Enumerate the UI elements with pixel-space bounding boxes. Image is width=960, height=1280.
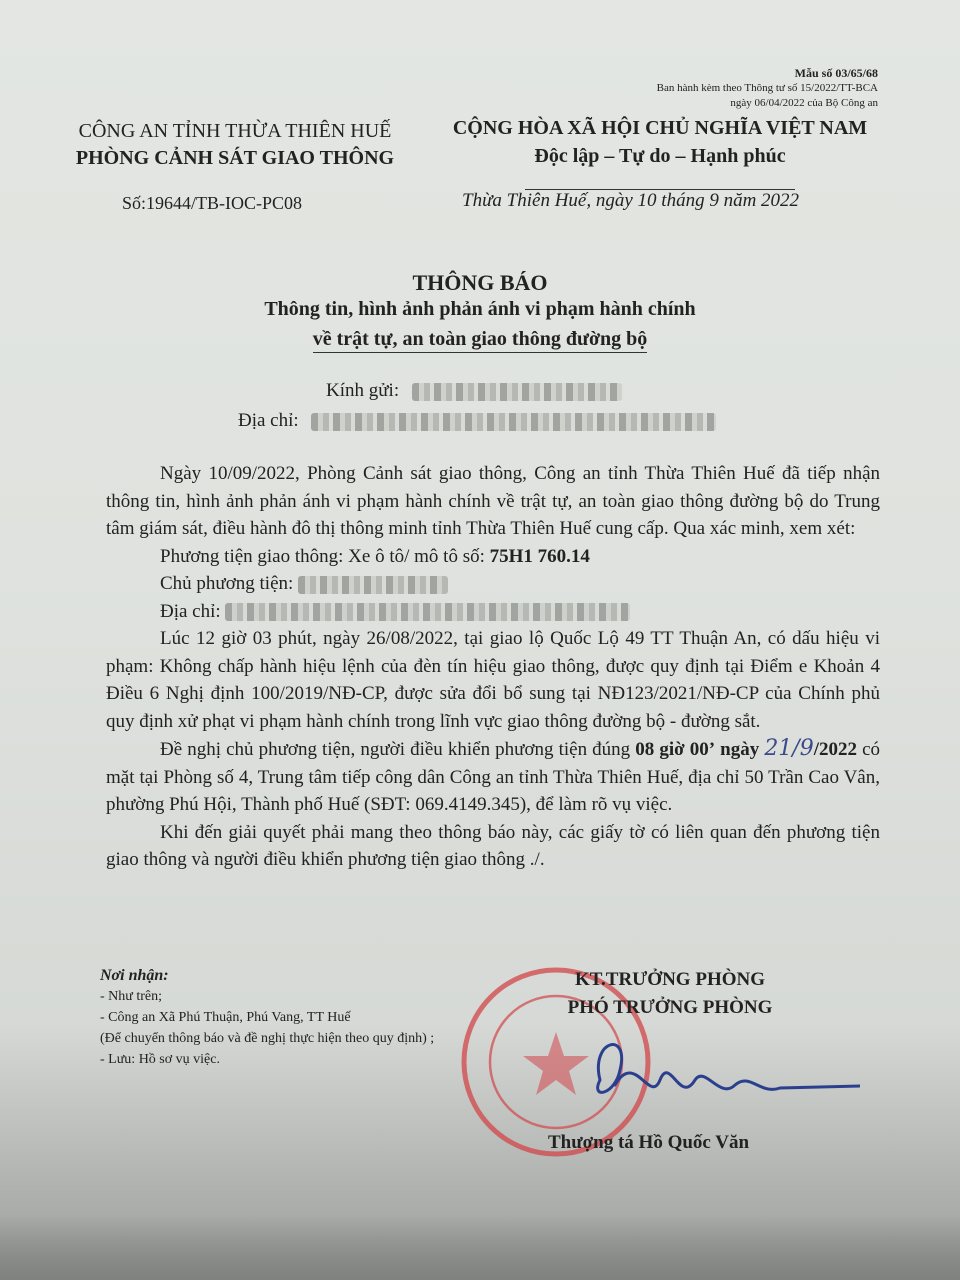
vehicle-label: Phương tiện giao thông: Xe ô tô/ mô tô số:	[160, 545, 490, 567]
photo-shadow	[0, 1215, 960, 1280]
form-issued-2: ngày 06/04/2022 của Bộ Công an	[730, 97, 878, 109]
handwritten-signature	[560, 1010, 860, 1130]
recipient-address-row	[238, 410, 716, 432]
signer-name: Thượng tá Hồ Quốc Văn	[548, 1132, 750, 1153]
appointment-year: /2022	[813, 739, 857, 760]
owner-address-label: Địa chỉ:	[160, 600, 221, 622]
document-subtitle-2-wrap	[0, 328, 960, 351]
appointment-day-label: ngày	[720, 739, 760, 760]
receiver-item: (Để chuyển thông báo và đề nghị thực hiện theo quy định) ;	[100, 1031, 435, 1046]
form-code: Mẫu số 03/65/68	[794, 66, 878, 80]
redacted-recipient-address	[311, 413, 716, 431]
receivers-block	[100, 965, 460, 1070]
receiver-item: - Công an Xã Phú Thuận, Phú Vang, TT Huế	[100, 1010, 351, 1025]
p3-text-b: có mặt tại Phòng số 4, Trung tâm tiếp công dân Công an tỉnh Thừa Thiên Huế, địa chỉ 50 Trần Cao Vân, phường Phú Hội, Thành phố Huế (SĐT: 069.4149.345), để làm rõ vụ việc.	[106, 739, 881, 815]
form-issued-1: Ban hành kèm theo Thông tư số 15/2022/TT-BCA	[656, 82, 878, 94]
redacted-owner-address	[225, 603, 630, 621]
document-number: Số:19644/TB-IOC-PC08	[122, 193, 303, 213]
recipient-address-label: Địa chỉ:	[238, 410, 299, 431]
receivers-heading: Nơi nhận:	[100, 967, 169, 984]
owner-address-line	[106, 598, 880, 626]
agency-line2: PHÒNG CẢNH SÁT GIAO THÔNG	[75, 147, 395, 169]
paragraph-3	[106, 735, 880, 819]
nation-line2: Độc lập – Tự do – Hạnh phúc	[534, 145, 786, 167]
receiver-item: - Như trên;	[100, 989, 163, 1004]
document-title: THÔNG BÁO	[412, 270, 548, 295]
handwritten-date: 21/9	[764, 736, 814, 761]
paragraph-4: Khi đến giải quyết phải mang theo thông báo này, các giấy tờ có liên quan đến phương tiện giao thông và người điều khiển phương tiện giao thông ./.	[106, 821, 880, 870]
recipient-row	[326, 380, 622, 402]
vehicle-plate: 75H1 760.14	[489, 545, 590, 567]
owner-line	[106, 570, 880, 598]
vehicle-line	[106, 543, 880, 571]
receiver-item: - Lưu: Hồ sơ vụ việc.	[100, 1052, 220, 1067]
owner-label: Chủ phương tiện:	[160, 573, 294, 594]
paragraph-1: Ngày 10/09/2022, Phòng Cảnh sát giao thông, Công an tỉnh Thừa Thiên Huế đã tiếp nhận thông tin, hình ảnh phản ánh vi phạm hành chính về trật tự, an toàn giao thông đường bộ do Trung tâm giám sát, điều hành đô thị thông minh tỉnh Thừa Thiên Huế cung cấp. Qua xác minh, xem xét:	[106, 463, 880, 539]
redacted-recipient	[412, 383, 622, 401]
place-date: Thừa Thiên Huế, ngày 10 tháng 9 năm 2022	[462, 190, 800, 211]
national-header	[420, 114, 900, 198]
document-body	[106, 460, 880, 874]
sign-title-1: KT.TRƯỞNG PHÒNG	[575, 969, 765, 990]
document-subtitle-1: Thông tin, hình ảnh phản ánh vi phạm hành chính	[264, 298, 696, 320]
appointment-time: 08 giờ 00’	[635, 739, 716, 760]
document-subtitle-2: về trật tự, an toàn giao thông đường bộ	[313, 328, 648, 353]
agency-line1: CÔNG AN TỈNH THỪA THIÊN HUẾ	[78, 120, 392, 142]
recipient-label: Kính gửi:	[326, 380, 400, 401]
form-code-block	[538, 66, 878, 111]
paragraph-2: Lúc 12 giờ 03 phút, ngày 26/08/2022, tại giao lộ Quốc Lộ 49 TT Thuận An, có dấu hiệu vi phạm: Không chấp hành hiệu lệnh của đèn tín hiệu giao thông, được quy định tại Điểm e Khoản 4 Điều 6 Nghị định 100/2019/NĐ-CP, được sửa đổi bổ sung tại NĐ123/2021/NĐ-CP của Chính phủ quy định xử phạt vi phạm hành chính trong lĩnh vực giao thông đường bộ - đường sắt.	[106, 628, 880, 732]
sign-title-2: PHÓ TRƯỞNG PHÒNG	[567, 997, 773, 1018]
nation-line1: CỘNG HÒA XÃ HỘI CHỦ NGHĨA VIỆT NAM	[452, 117, 868, 139]
redacted-owner	[298, 576, 448, 594]
p3-text-a: Đề nghị chủ phương tiện, người điều khiển phương tiện đúng	[160, 739, 636, 760]
agency-header	[50, 118, 420, 172]
